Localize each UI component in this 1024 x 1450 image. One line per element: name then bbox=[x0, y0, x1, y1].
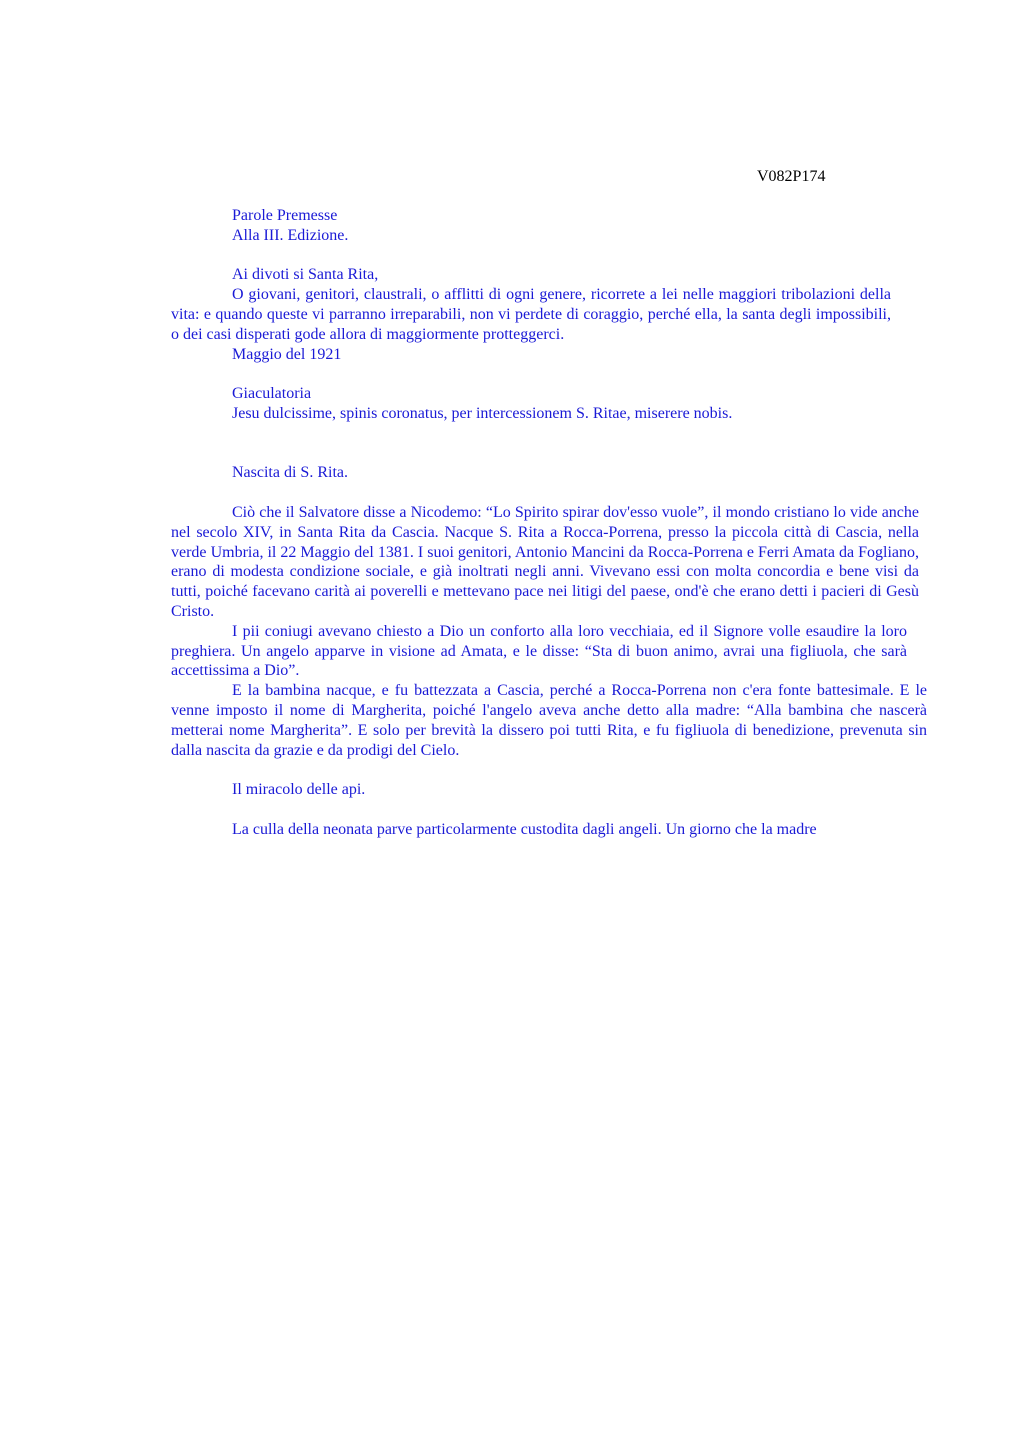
title-line-1: Parole Premesse bbox=[232, 207, 338, 224]
chapter-1-paragraph-3: E la bambina nacque, e fu battezzata a Cascia, perché a Rocca-Porrena non c'era fonte battesimale. E le venne imposto il nome di Margherita, poiché l'angelo aveva anche detto alla madre: “Alla bambina che nascerà metterai nome Margherita”. E solo per brevità la dissero poi tutti Rita, e fu figliuola di benedizione, prevenuta sin dalla nascita da grazie e da prodigi del Cielo. bbox=[171, 682, 927, 759]
dedication-heading: Ai divoti si Santa Rita, bbox=[232, 266, 379, 284]
page-code: V082P174 bbox=[757, 168, 826, 185]
title-line-2: Alla III. Edizione. bbox=[232, 226, 349, 244]
chapter-1-paragraph-2: I pii coniugi avevano chiesto a Dio un conforto alla loro vecchiaia, ed il Signore volle esaudire la loro preghiera. Un angelo apparve in visione ad Amata, e le disse: “Sta di buon animo, avrai una figliuola, che sarà accettissima a Dio”. bbox=[171, 622, 907, 680]
chapter-1-paragraph-1: Ciò che il Salvatore disse a Nicodemo: “Lo Spirito spirar dov'esso vuole”, il mondo cristiano lo vide anche nel secolo XIV, in Santa Rita da Cascia. Nacque S. Rita a Rocca-Porrena, presso la piccola città di Cascia, nella verde Umbria, il 22 Maggio del 1381. I suoi genitori, Antonio Mancini da Rocca-Porrena e Ferri Amata da Fogliano, erano di modesta condizione sociale, e già inoltrati negli anni. Vivevano essi con molta concordia e bene visi da tutti, poiché facevano carità ai poverelli e mettevano pace nei litigi del paese, ond'è che erano detti i pacieri di Gesù Cristo. bbox=[171, 503, 919, 620]
prayer-section bbox=[171, 384, 927, 424]
chapter-1 bbox=[171, 463, 927, 760]
dedication-date: Maggio del 1921 bbox=[232, 345, 342, 363]
prayer-heading: Giaculatoria bbox=[232, 385, 312, 403]
chapter-2-paragraph-1: La culla della neonata parve particolarmente custodita dagli angeli. Un giorno che la madre bbox=[232, 820, 817, 838]
dedication-section bbox=[171, 265, 927, 364]
chapter-2-heading: Il miracolo delle api. bbox=[232, 781, 366, 799]
chapter-2 bbox=[171, 780, 927, 839]
title-block bbox=[171, 206, 927, 246]
prayer-text: Jesu dulcissime, spinis coronatus, per intercessionem S. Ritae, miserere nobis. bbox=[232, 404, 733, 422]
document-body bbox=[171, 206, 927, 840]
dedication-body: O giovani, genitori, claustrali, o afflitti di ogni genere, ricorrete a lei nelle maggiori tribolazioni della vita: e quando queste vi parranno irreparabili, non vi perdete di coraggio, perché ella, la santa degli impossibili, o dei casi disperati gode allora di maggiormente protteggerci. bbox=[171, 286, 891, 343]
chapter-1-heading: Nascita di S. Rita. bbox=[232, 464, 348, 482]
